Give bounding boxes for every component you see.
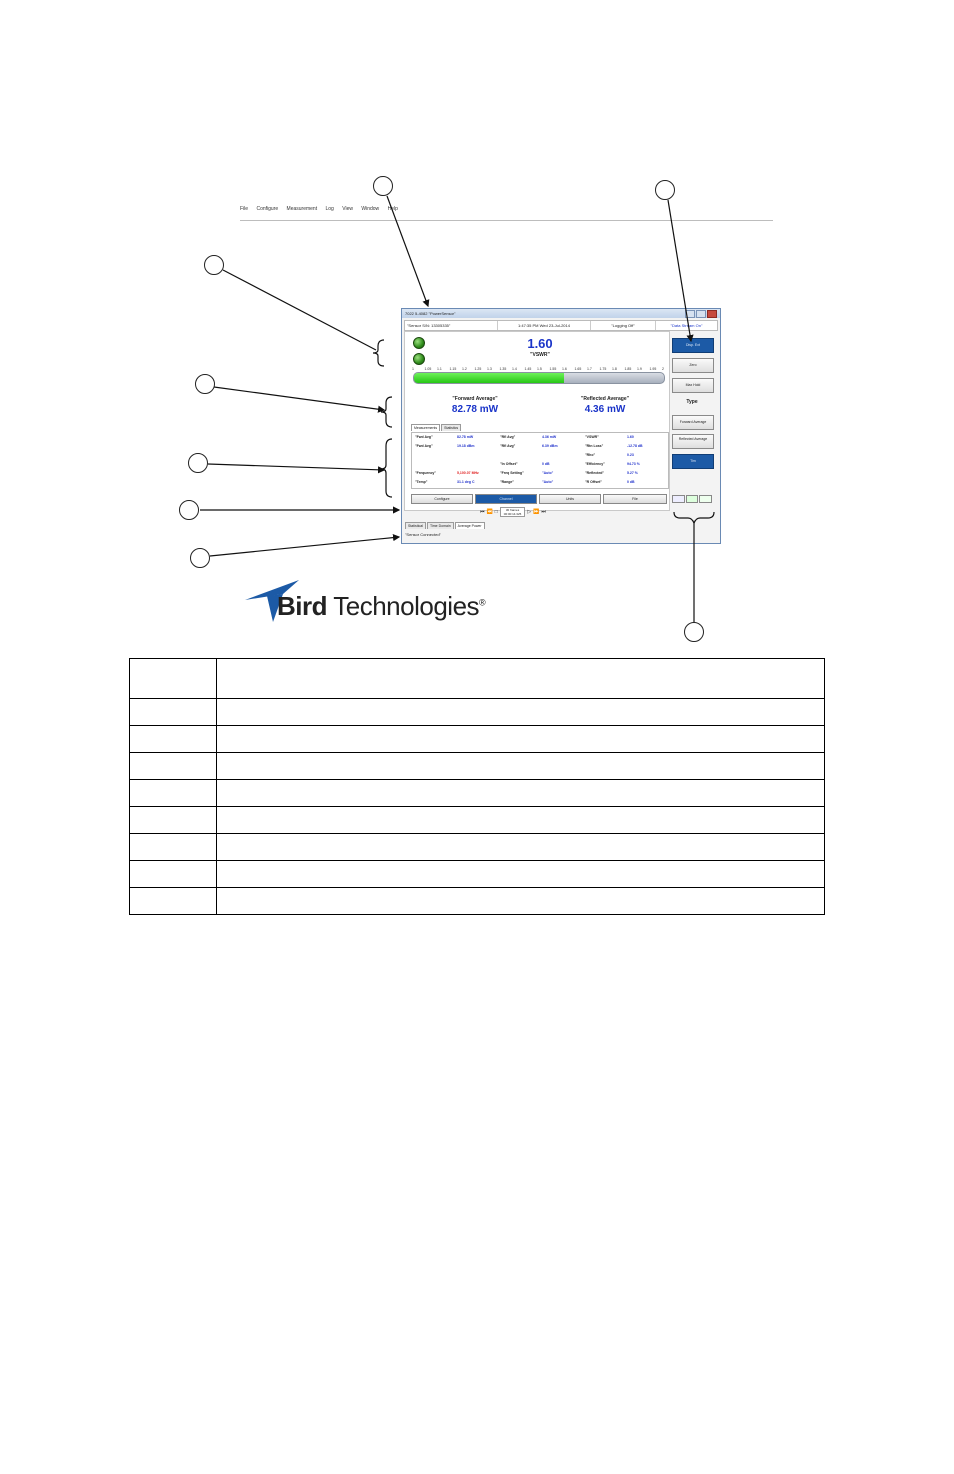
brand-logo — [243, 578, 486, 628]
grid-label: "VSWR" — [585, 435, 599, 439]
last-frame-icon[interactable]: ⏭ — [541, 509, 546, 515]
table-cell-description — [217, 780, 825, 807]
grid-label: "Efficiency" — [585, 462, 605, 466]
reflected-label: "Reflected Average" — [580, 396, 629, 402]
serial-number: "Sensor S/N: 13305335" — [405, 321, 498, 330]
legend-table — [129, 658, 825, 915]
table-row — [130, 726, 825, 753]
units-button[interactable]: Units — [539, 494, 601, 504]
table-cell-number — [130, 807, 217, 834]
reflected-value: 4.36 mW — [584, 404, 626, 415]
grid-label: "Reflected" — [585, 471, 605, 475]
brand-name: Bird Technologies® — [277, 591, 486, 621]
first-frame-icon[interactable]: ⏮ — [480, 509, 485, 515]
grid-label: "R Offset" — [585, 480, 602, 484]
grid-label: "Rfl Avg" — [500, 435, 516, 439]
scale-tick-label: 1.8 — [612, 367, 617, 371]
grid-value: 82.78 mW — [457, 435, 474, 439]
forward-icon[interactable]: ⏩ — [533, 509, 540, 515]
scale-tick-label: 1.3 — [487, 367, 492, 371]
callout-circle — [204, 255, 224, 275]
table-cell-description — [217, 726, 825, 753]
table-row — [130, 861, 825, 888]
menu-measurement[interactable]: Measurement — [286, 206, 318, 212]
stop-icon[interactable]: □ — [494, 509, 498, 515]
grid-label: "Fwd Avg" — [415, 435, 433, 439]
grid-value: 1.60 — [627, 435, 634, 439]
callout-circle — [373, 176, 393, 196]
brand-bird: Bird — [277, 591, 327, 621]
menu-view[interactable]: View — [342, 206, 353, 212]
scale-tick-label: 1.25 — [474, 367, 482, 371]
file-button[interactable]: File — [603, 494, 667, 504]
brand-technologies: Technologies — [327, 591, 480, 621]
table-cell-description — [217, 659, 825, 699]
table-row — [130, 753, 825, 780]
menu-help[interactable]: Help — [387, 206, 398, 212]
callout-circle — [684, 622, 704, 642]
forward-label: "Forward Average" — [452, 396, 498, 402]
scale-tick-label: 1.5 — [537, 367, 542, 371]
table-cell-description — [217, 834, 825, 861]
table-cell-number — [130, 699, 217, 726]
table-row — [130, 888, 825, 915]
menu-configure[interactable]: Configure — [256, 206, 279, 212]
logging-status: "Logging Off" — [591, 321, 656, 330]
grid-label: "Freq Setting" — [500, 471, 524, 475]
table-row — [130, 699, 825, 726]
callout-circle — [179, 500, 199, 520]
grid-label: "Rfl Avg" — [500, 444, 516, 448]
date-time: 1:47:35 PM Wed 23-Jul-2014 — [498, 321, 591, 330]
callout-circle — [195, 374, 215, 394]
forward-value: 82.78 mW — [451, 404, 499, 415]
status-bar: "Sensor Connected" — [405, 532, 441, 537]
tab-statistical[interactable]: Statistical — [405, 522, 426, 529]
scale-tick-label: 1.9 — [637, 367, 642, 371]
callout-circle — [188, 453, 208, 473]
table-cell-number — [130, 888, 217, 915]
table-cell-number — [130, 726, 217, 753]
grid-value: 94.73 % — [627, 462, 640, 466]
channel-button[interactable]: Channel — [475, 494, 537, 504]
table-cell-description — [217, 888, 825, 915]
scale-tick-label: 1.7 — [587, 367, 592, 371]
scale-tick-label: 1.4 — [512, 367, 517, 371]
grid-value: "Auto" — [542, 480, 554, 484]
scale-tick-label: 1.05 — [424, 367, 432, 371]
table-cell-number — [130, 780, 217, 807]
configure-button[interactable]: Configure — [411, 494, 473, 504]
reflected-average-button[interactable]: Reflected Average — [672, 434, 714, 449]
table-cell-number — [130, 753, 217, 780]
scale-tick-label: 1.6 — [562, 367, 567, 371]
play-icon[interactable]: ▷ — [527, 509, 532, 515]
grid-value: 6.39 dBm — [542, 444, 558, 448]
window-title: 7022 5-4082 "PowerSensor" — [405, 311, 456, 316]
type-label: Type — [686, 399, 698, 405]
scale-tick-label: 1.15 — [449, 367, 457, 371]
zero-button[interactable]: Zero — [672, 358, 714, 373]
scale-tick-label: 1.85 — [624, 367, 632, 371]
grid-value: 5,100.07 MHz — [457, 471, 479, 475]
tab-statistics[interactable]: Statistics — [441, 424, 461, 431]
grid-label: "Fwd Avg" — [415, 444, 433, 448]
scale-tick-label: 1.55 — [549, 367, 557, 371]
grid-value: 19.18 dBm — [457, 444, 475, 448]
stream-status: "Data Stream On" — [670, 323, 703, 328]
scale-tick-label: 1.1 — [437, 367, 442, 371]
grid-label: "Temp" — [415, 480, 428, 484]
callout-circle — [655, 180, 675, 200]
table-cell-description — [217, 699, 825, 726]
grid-value: 5.27 % — [627, 471, 638, 475]
scale-tick-label: 1.65 — [574, 367, 582, 371]
grid-label: "Frequency" — [415, 471, 437, 475]
table-row — [130, 807, 825, 834]
menu-file[interactable]: File — [240, 206, 249, 212]
grid-value: 0 dB — [542, 462, 550, 466]
grid-value: 0 dB — [627, 480, 635, 484]
table-cell-number — [130, 659, 217, 699]
scale-tick-label: 2 — [662, 367, 664, 371]
table-row — [130, 834, 825, 861]
vswr-label: "VSWR" — [530, 352, 550, 358]
scale-tick-label: 1.95 — [649, 367, 657, 371]
rewind-icon[interactable]: ⏪ — [486, 509, 493, 515]
forward-average-button[interactable]: Forward Average — [672, 415, 714, 430]
table-cell-description — [217, 807, 825, 834]
max-hold-button[interactable]: Max Hold — [672, 378, 714, 393]
table-row — [130, 659, 825, 699]
callout-circle — [190, 548, 210, 568]
menu-window[interactable]: Window — [361, 206, 380, 212]
frame-time: 00:00:14.325 — [503, 512, 522, 516]
scale-tick-label: 1.2 — [462, 367, 467, 371]
grid-value: -12.78 dB — [627, 444, 643, 448]
grid-label: "Rho" — [585, 453, 596, 457]
tab-time-domain[interactable]: Time Domain — [427, 522, 454, 529]
table-cell-number — [130, 834, 217, 861]
frame-count: 30 frames — [505, 508, 520, 512]
grid-value: 0.23 — [627, 453, 634, 457]
table-row — [130, 780, 825, 807]
time-button[interactable]: Tim — [672, 454, 714, 469]
table-cell-description — [217, 753, 825, 780]
vswr-value: 1.60 — [527, 336, 553, 351]
grid-label: "Range" — [500, 480, 515, 484]
grid-label: "In Offset" — [500, 462, 518, 466]
menu-log[interactable]: Log — [325, 206, 334, 212]
tab-measurements[interactable]: Measurements — [411, 424, 440, 431]
grid-label: "Rtn Loss" — [585, 444, 604, 448]
scale-tick-label: 1.35 — [499, 367, 507, 371]
table-cell-description — [217, 861, 825, 888]
scale-tick-label: 1 — [412, 367, 414, 371]
scale-tick-label: 1.45 — [524, 367, 532, 371]
display-button[interactable]: Disp. Ext — [672, 338, 714, 353]
scale-tick-label: 1.75 — [599, 367, 607, 371]
grid-value: "Auto" — [542, 471, 554, 475]
grid-value: 31.1 deg C — [457, 480, 475, 484]
table-cell-number — [130, 861, 217, 888]
grid-value: 4.36 mW — [542, 435, 557, 439]
tab-average-power[interactable]: Average Power — [455, 522, 485, 529]
